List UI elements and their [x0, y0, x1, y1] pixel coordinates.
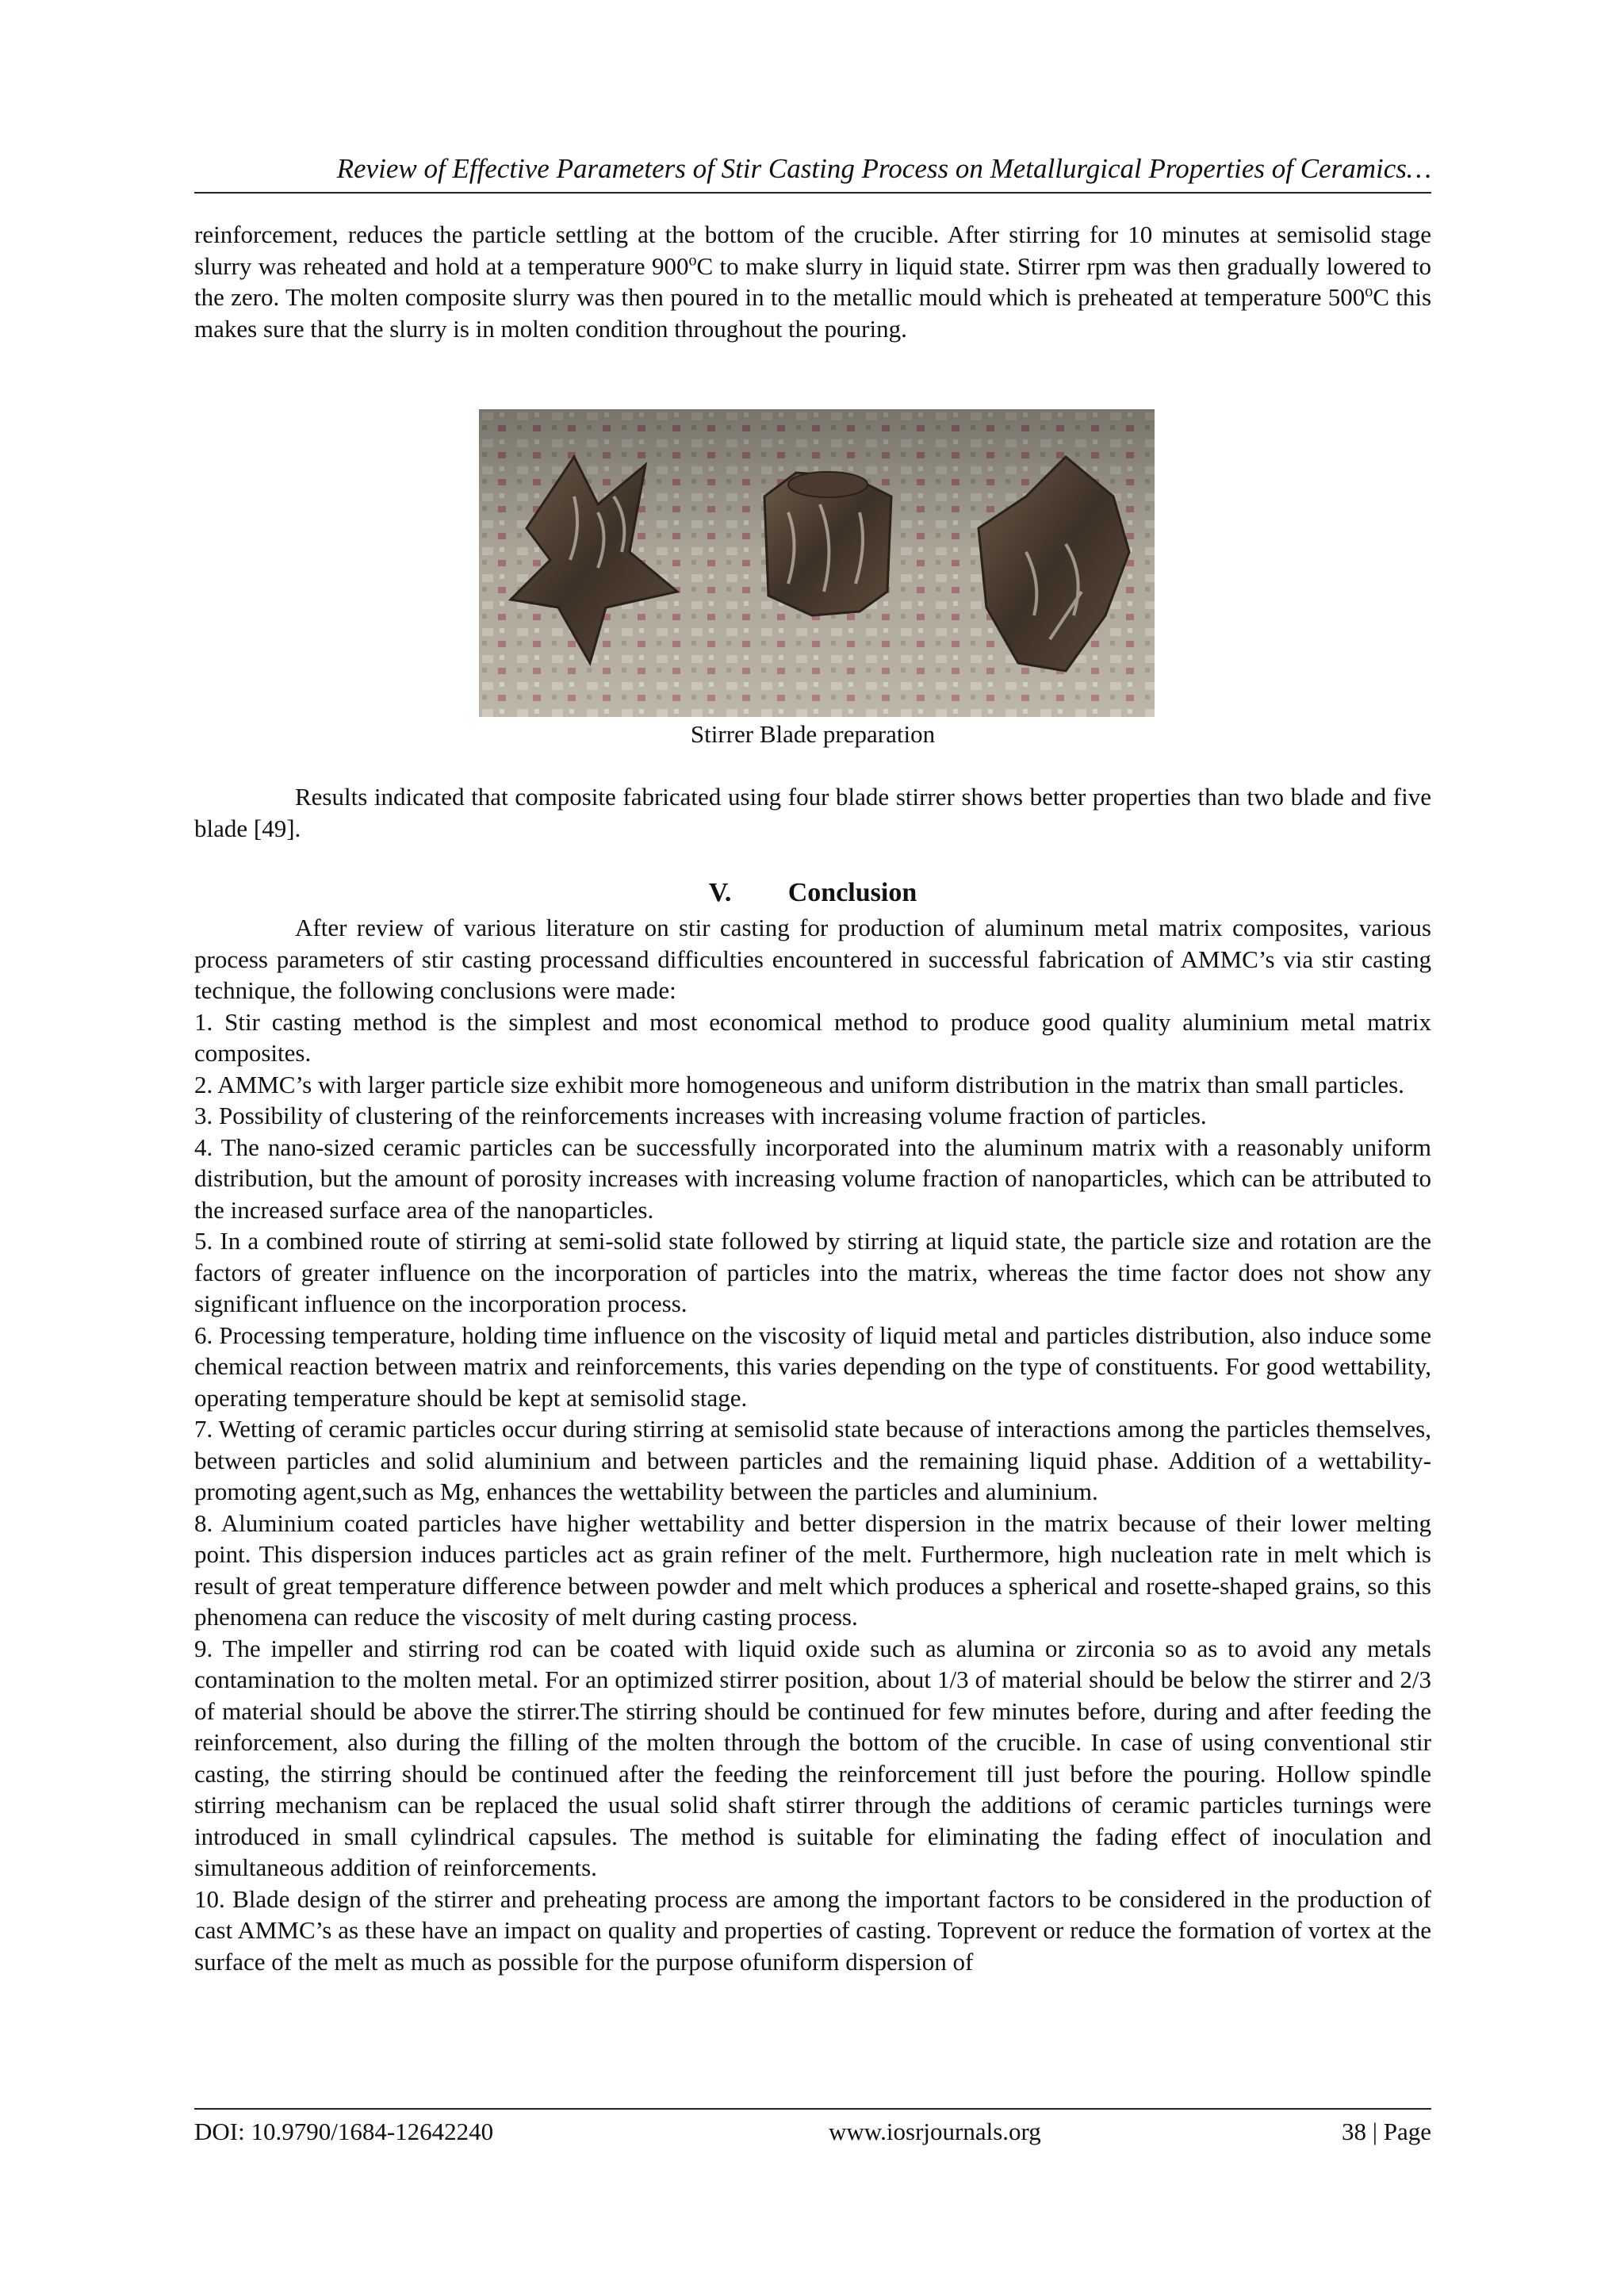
conclusion-item: 6. Processing temperature, holding time influence on the viscosity of liquid metal and particles distribution, also induce some chemical reaction between matrix and reinforcements, this varies depending on the type of constituents. For good wettability, operating temperature should be kept at semisolid stage. — [194, 1320, 1431, 1412]
conclusion-item: 8. Aluminium coated particles have higher wettability and better dispersion in the matrix because of their lower melting point. This dispersion induces particles act as grain refiner of the melt. Furthermore, high nucleation rate in melt which is result of great temperature difference between powder and melt which produces a spherical and rosette-shaped grains, so this phenomena can reduce the viscosity of melt during casting process. — [194, 1508, 1431, 1631]
section-title: Conclusion — [787, 878, 917, 907]
footer-page-number: 38 | Page — [1342, 2118, 1431, 2145]
degree-superscript: o — [688, 251, 697, 270]
conclusion-body — [194, 912, 1431, 1977]
footer-rule — [194, 2108, 1431, 2110]
section-heading — [194, 876, 1431, 910]
intro-paragraph — [194, 219, 1431, 344]
section-number: V. — [708, 878, 732, 907]
conclusion-item: 9. The impeller and stirring rod can be coated with liquid oxide such as alumina or zirconia so as to avoid any metals contamination to the molten metal. For an optimized stirrer position, about 1/3 of material should be below the stirrer and 2/3 of material should be above the stirrer.The stirring should be continued for few minutes before, during and after feeding the reinforcement, also during the filling of the molten through the bottom of the crucible. In case of using conventional stir casting, the stirring should be continued after the feeding the reinforcement till just before the pouring. Hollow spindle stirring mechanism can be replaced the usual solid shaft stirrer through the additions of ceramic particles turnings were introduced in small cylindrical capsules. The method is suitable for eliminating the fading effect of inoculation and simultaneous addition of reinforcements. — [194, 1634, 1431, 1881]
conclusion-item: 1. Stir casting method is the simplest and most economical method to produce good quality aluminium metal matrix composites. — [194, 1007, 1431, 1067]
blade-middle — [764, 472, 891, 615]
conclusion-item: 10. Blade design of the stirrer and preheating process are among the important factors to be considered in the production of cast AMMC’s as these have an impact on quality and properties of casting. Toprevent or reduce the formation of vortex at the surface of the melt as much as possible for the purpose ofuniform dispersion of — [194, 1884, 1431, 1976]
conclusion-item: 5. In a combined route of stirring at semi-solid state followed by stirring at liquid state, the particle size and rotation are the factors of greater influence on the incorporation of particles into the matrix, whereas the time factor does not show any significant influence on the incorporation process. — [194, 1227, 1431, 1317]
footer-doi: DOI: 10.9790/1684-12642240 — [194, 2118, 494, 2145]
intro-text-part1: reinforcement, reduces the particle settling at the bottom of the crucible. After stirring for 10 minutes at semisolid stage slurry was reheated and hold at a temperature 900 — [194, 220, 1431, 280]
conclusion-item: 2. AMMC’s with larger particle size exhibit more homogeneous and uniform distribution in the matrix than small particles. — [194, 1070, 1404, 1098]
stirrer-blade-photo — [479, 409, 1155, 717]
intro-text-part2: C to make slurry in liquid state. Stirrer rpm was then gradually lowered to the zero. The molten composite slurry was then poured in to the metallic mould which is preheated at temperature 500 — [194, 251, 1431, 311]
degree-superscript: o — [1365, 282, 1373, 301]
intro-text-part3: C this makes sure that the slurry is in molten condition throughout the pouring. — [194, 283, 1432, 343]
running-title: Review of Effective Parameters of Stir Casting Process on Metallurgical Properties of Ceramics… — [336, 153, 1431, 184]
results-paragraph — [194, 781, 1431, 844]
results-text: Results indicated that composite fabricated using four blade stirrer shows better properties than two blade and five blade [49]. — [194, 783, 1431, 842]
conclusion-intro: After review of various literature on stir casting for production of aluminum metal matrix composites, various process parameters of stir casting processand difficulties encountered in successful fabrication of AMMC’s via stir casting technique, the following conclusions were made: — [194, 914, 1431, 1004]
conclusion-item: 7. Wetting of ceramic particles occur during stirring at semisolid state because of interactions among the particles themselves, between particles and solid aluminium and between particles and the remaining liquid phase. Addition of a wettability-promoting agent,such as Mg, enhances the wettability between the particles and aluminium. — [194, 1415, 1431, 1505]
figure-caption: Stirrer Blade preparation — [690, 720, 936, 748]
footer-website-link[interactable]: www.iosrjournals.org — [829, 2118, 1041, 2145]
conclusion-item: 3. Possibility of clustering of the reinforcements increases with increasing volume fraction of particles. — [194, 1102, 1207, 1129]
header-rule — [194, 192, 1431, 194]
conclusion-item: 4. The nano-sized ceramic particles can be successfully incorporated into the aluminum matrix with a reasonably uniform distribution, but the amount of porosity increases with increasing volume fraction of nanoparticles, which can be attributed to the increased surface area of the nanoparticles. — [194, 1133, 1431, 1224]
